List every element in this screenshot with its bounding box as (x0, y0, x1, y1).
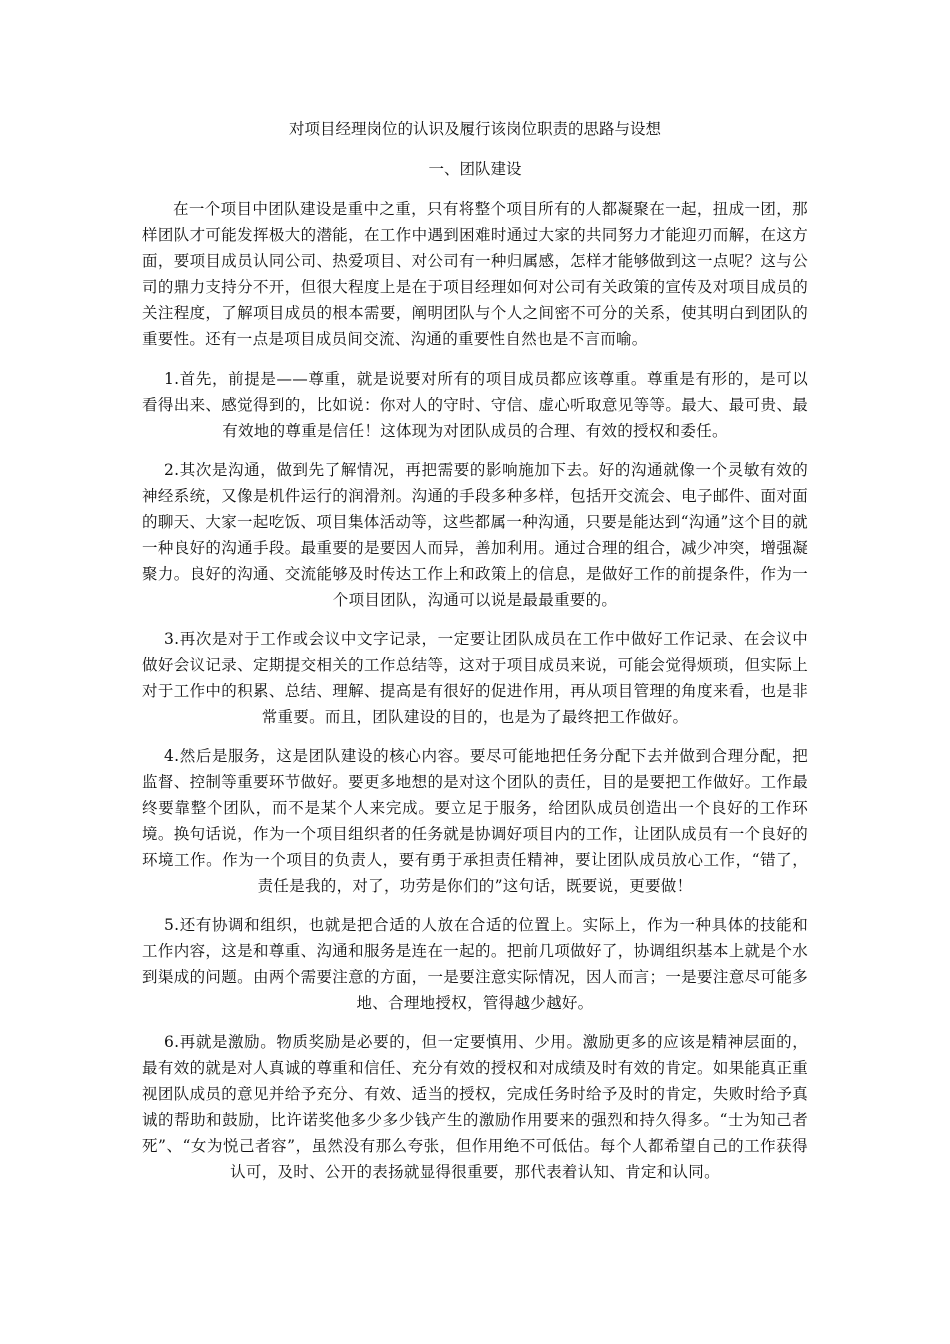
item-paragraph-service: 4.然后是服务，这是团队建设的核心内容。要尽可能地把任务分配下去并做到合理分配，把监督、控制等重要环节做好。要更多地想的是对这个团队的责任，目的是要把工作做好。工作最终要靠整个团队，而不是某个人来完成。要立足于服务，给团队成员创造出一个良好的工作环境。换句话说，作为一个项目组织者的任务就是协调好项目内的工作，让团队成员有一个良好的环境工作。作为一个项目的负责人，要有勇于承担责任精神，要让团队成员放心工作，“错了，责任是我的，对了，功劳是你们的”这句话，既要说，更要做！ (142, 747, 808, 895)
item-paragraph-communication: 2.其次是沟通，做到先了解情况，再把需要的影响施加下去。好的沟通就像一个灵敏有效的神经系统，又像是机件运行的润滑剂。沟通的手段多种多样，包括开交流会、电子邮件、面对面的聊天、大家一起吃饭、项目集体活动等，这些都属一种沟通，只要是能达到“沟通”这个目的就一种良好的沟通手段。最重要的是要因人而异，善加利用。通过合理的组合，减少冲突，增强凝聚力。良好的沟通、交流能够及时传达工作上和政策上的信息，是做好工作的前提条件，作为一个项目团队，沟通可以说是最最重要的。 (142, 461, 808, 609)
section-heading: 一、团队建设 (428, 160, 522, 178)
intro-paragraph: 在一个项目中团队建设是重中之重，只有将整个项目所有的人都凝聚在一起，扭成一团，那样团队才可能发挥极大的潜能，在工作中遇到困难时通过大家的共同努力才能迎刃而解，在这方面，要项目成员认同公司、热爱项目、对公司有一种归属感，怎样才能够做到这一点呢？这与公司的鼎力支持分不开，但很大程度上是在于项目经理如何对公司有关政策的宣传及对项目成员的关注程度，了解项目成员的根本需要，阐明团队与个人之间密不可分的关系，使其明白到团队的重要性。还有一点是项目成员间交流、沟通的重要性自然也是不言而喻。 (142, 200, 808, 348)
document-body (142, 196, 808, 1198)
item-paragraph-coordination: 5.还有协调和组织，也就是把合适的人放在合适的位置上。实际上，作为一种具体的技能和工作内容，这是和尊重、沟通和服务是连在一起的。把前几项做好了，协调组织基本上就是个水到渠成的问题。由两个需要注意的方面，一是要注意实际情况，因人而言；一是要注意尽可能多地、合理地授权，管得越少越好。 (142, 916, 808, 1012)
item-paragraph-records: 3.再次是对于工作或会议中文字记录，一定要让团队成员在工作中做好工作记录、在会议中做好会议记录、定期提交相关的工作总结等，这对于项目成员来说，可能会觉得烦琐，但实际上对于工作中的积累、总结、理解、提高是有很好的促进作用，再从项目管理的角度来看，也是非常重要。而且，团队建设的目的，也是为了最终把工作做好。 (142, 630, 808, 726)
item-paragraph-motivation: 6.再就是激励。物质奖励是必要的，但一定要慎用、少用。激励更多的应该是精神层面的，最有效的就是对人真诚的尊重和信任、充分有效的授权和对成绩及时有效的肯定。如果能真正重视团队成员的意见并给予充分、有效、适当的授权，完成任务时给予及时的肯定，失败时给予真诚的帮助和鼓励，比许诺奖他多少多少钱产生的激励作用要来的强烈和持久得多。“士为知己者死”、“女为悦己者容”，虽然没有那么夸张，但作用绝不可低估。每个人都希望自己的工作获得认可，及时、公开的表扬就显得很重要，那代表着认知、肯定和认同。 (142, 1033, 808, 1181)
document-title: 对项目经理岗位的认识及履行该岗位职责的思路与设想 (288, 120, 661, 138)
item-paragraph-respect: 1.首先，前提是——尊重，就是说要对所有的项目成员都应该尊重。尊重是有形的，是可以看得出来、感觉得到的，比如说：你对人的守时、守信、虚心听取意见等等。最大、最可贵、最有效地的尊重是信任！这体现为对团队成员的合理、有效的授权和委任。 (142, 370, 808, 440)
